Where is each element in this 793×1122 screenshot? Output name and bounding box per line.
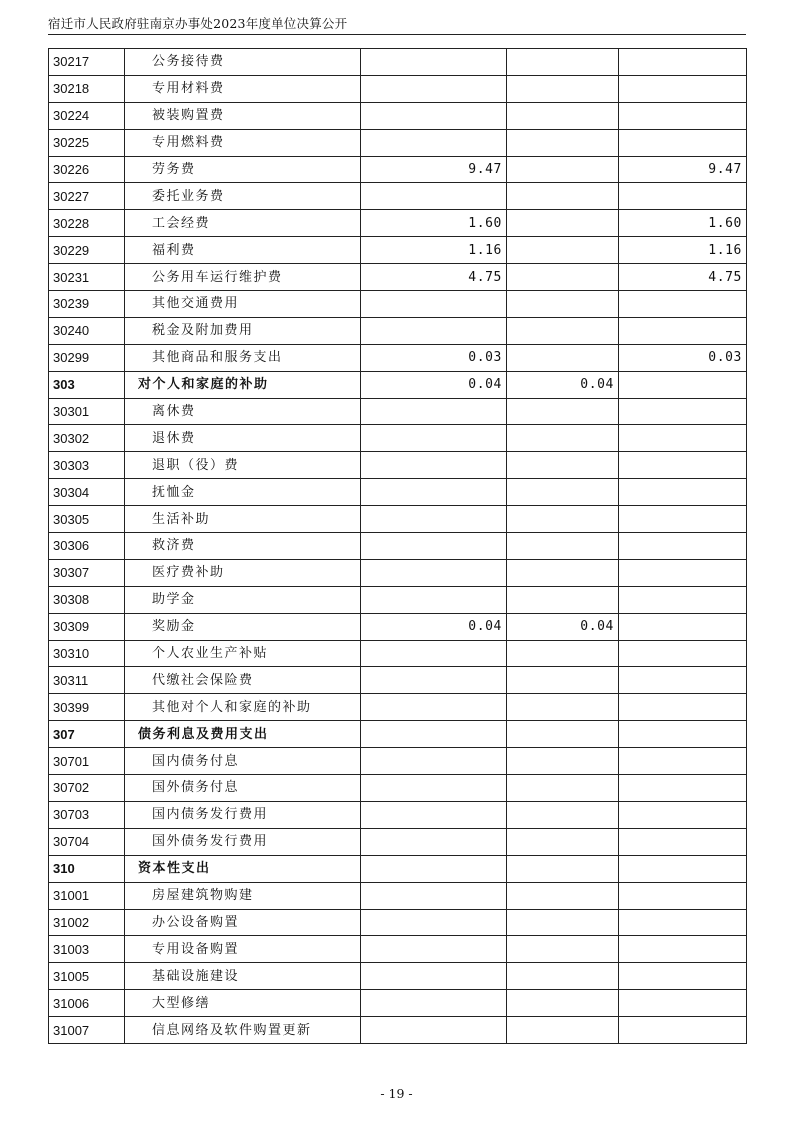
basic-expenditure-cell: [507, 479, 619, 506]
account-code-cell: 307: [49, 721, 125, 748]
project-expenditure-cell: [619, 533, 747, 560]
account-code-cell: 30701: [49, 748, 125, 775]
account-name-cell: 劳务费: [125, 156, 361, 183]
total-amount-cell: [361, 640, 507, 667]
project-expenditure-cell: [619, 183, 747, 210]
table-row: [49, 909, 747, 936]
project-expenditure-cell: [619, 129, 747, 156]
account-code-cell: 30702: [49, 775, 125, 802]
account-name-cell: 资本性支出: [125, 855, 361, 882]
account-code-cell: 30227: [49, 183, 125, 210]
basic-expenditure-cell: [507, 156, 619, 183]
total-amount-cell: [361, 828, 507, 855]
account-code-cell: 30308: [49, 586, 125, 613]
account-code-cell: 30231: [49, 264, 125, 291]
basic-expenditure-cell: [507, 801, 619, 828]
table-group-row: [49, 371, 747, 398]
total-amount-cell: 9.47: [361, 156, 507, 183]
account-code-cell: 30226: [49, 156, 125, 183]
total-amount-cell: [361, 291, 507, 318]
basic-expenditure-cell: [507, 909, 619, 936]
account-name-cell: 助学金: [125, 586, 361, 613]
account-code-cell: 31002: [49, 909, 125, 936]
account-code-cell: 30224: [49, 102, 125, 129]
account-code-cell: 31003: [49, 936, 125, 963]
table-row: [49, 775, 747, 802]
total-amount-cell: 0.04: [361, 371, 507, 398]
basic-expenditure-cell: [507, 237, 619, 264]
basic-expenditure-cell: [507, 667, 619, 694]
table-row: [49, 801, 747, 828]
total-amount-cell: [361, 183, 507, 210]
basic-expenditure-cell: [507, 990, 619, 1017]
total-amount-cell: 1.60: [361, 210, 507, 237]
total-amount-cell: [361, 559, 507, 586]
account-name-cell: 专用燃料费: [125, 129, 361, 156]
table-row: [49, 237, 747, 264]
basic-expenditure-cell: [507, 49, 619, 76]
basic-expenditure-cell: [507, 264, 619, 291]
basic-expenditure-cell: 0.04: [507, 613, 619, 640]
account-name-cell: 工会经费: [125, 210, 361, 237]
account-code-cell: 30704: [49, 828, 125, 855]
total-amount-cell: [361, 506, 507, 533]
table-row: [49, 882, 747, 909]
project-expenditure-cell: [619, 291, 747, 318]
table-row: [49, 210, 747, 237]
total-amount-cell: 1.16: [361, 237, 507, 264]
basic-expenditure-cell: [507, 936, 619, 963]
table-row: [49, 49, 747, 76]
basic-expenditure-cell: [507, 694, 619, 721]
account-name-cell: 债务利息及费用支出: [125, 721, 361, 748]
total-amount-cell: [361, 533, 507, 560]
account-code-cell: 31001: [49, 882, 125, 909]
table-row: [49, 479, 747, 506]
table-row: [49, 452, 747, 479]
project-expenditure-cell: [619, 586, 747, 613]
account-code-cell: 30703: [49, 801, 125, 828]
total-amount-cell: [361, 75, 507, 102]
basic-expenditure-cell: [507, 559, 619, 586]
table-row: [49, 344, 747, 371]
total-amount-cell: 4.75: [361, 264, 507, 291]
basic-expenditure-cell: [507, 586, 619, 613]
expenditure-table: [48, 48, 747, 1044]
account-code-cell: 30225: [49, 129, 125, 156]
account-name-cell: 其他对个人和家庭的补助: [125, 694, 361, 721]
account-code-cell: 31007: [49, 1017, 125, 1044]
account-code-cell: 30302: [49, 425, 125, 452]
table-row: [49, 506, 747, 533]
total-amount-cell: [361, 882, 507, 909]
project-expenditure-cell: 1.16: [619, 237, 747, 264]
account-code-cell: 31005: [49, 963, 125, 990]
account-code-cell: 30304: [49, 479, 125, 506]
account-name-cell: 公务用车运行维护费: [125, 264, 361, 291]
project-expenditure-cell: [619, 75, 747, 102]
account-name-cell: 国内债务发行费用: [125, 801, 361, 828]
total-amount-cell: [361, 963, 507, 990]
total-amount-cell: [361, 775, 507, 802]
basic-expenditure-cell: [507, 882, 619, 909]
account-code-cell: 30239: [49, 291, 125, 318]
account-name-cell: 福利费: [125, 237, 361, 264]
basic-expenditure-cell: 0.04: [507, 371, 619, 398]
table-row: [49, 533, 747, 560]
project-expenditure-cell: [619, 882, 747, 909]
project-expenditure-cell: [619, 855, 747, 882]
table-row: [49, 264, 747, 291]
account-code-cell: 30301: [49, 398, 125, 425]
total-amount-cell: 0.03: [361, 344, 507, 371]
account-code-cell: 30303: [49, 452, 125, 479]
project-expenditure-cell: [619, 828, 747, 855]
total-amount-cell: [361, 102, 507, 129]
project-expenditure-cell: [619, 990, 747, 1017]
table-row: [49, 640, 747, 667]
project-expenditure-cell: [619, 613, 747, 640]
project-expenditure-cell: [619, 1017, 747, 1044]
account-code-cell: 303: [49, 371, 125, 398]
table-row: [49, 990, 747, 1017]
account-name-cell: 大型修缮: [125, 990, 361, 1017]
account-code-cell: 30307: [49, 559, 125, 586]
table-row: [49, 613, 747, 640]
total-amount-cell: [361, 909, 507, 936]
account-code-cell: 30217: [49, 49, 125, 76]
table-row: [49, 559, 747, 586]
account-name-cell: 国外债务发行费用: [125, 828, 361, 855]
table-row: [49, 291, 747, 318]
table-row: [49, 317, 747, 344]
total-amount-cell: [361, 748, 507, 775]
project-expenditure-cell: [619, 398, 747, 425]
basic-expenditure-cell: [507, 963, 619, 990]
basic-expenditure-cell: [507, 75, 619, 102]
account-name-cell: 对个人和家庭的补助: [125, 371, 361, 398]
project-expenditure-cell: [619, 801, 747, 828]
total-amount-cell: [361, 398, 507, 425]
account-code-cell: 31006: [49, 990, 125, 1017]
account-code-cell: 30218: [49, 75, 125, 102]
project-expenditure-cell: [619, 317, 747, 344]
account-name-cell: 公务接待费: [125, 49, 361, 76]
account-name-cell: 委托业务费: [125, 183, 361, 210]
project-expenditure-cell: [619, 506, 747, 533]
basic-expenditure-cell: [507, 398, 619, 425]
project-expenditure-cell: [619, 640, 747, 667]
basic-expenditure-cell: [507, 183, 619, 210]
table-row: [49, 398, 747, 425]
account-name-cell: 专用设备购置: [125, 936, 361, 963]
total-amount-cell: [361, 452, 507, 479]
account-name-cell: 其他商品和服务支出: [125, 344, 361, 371]
total-amount-cell: [361, 49, 507, 76]
basic-expenditure-cell: [507, 775, 619, 802]
account-code-cell: 30310: [49, 640, 125, 667]
header-divider: [48, 34, 746, 35]
account-name-cell: 国外债务付息: [125, 775, 361, 802]
total-amount-cell: 0.04: [361, 613, 507, 640]
account-name-cell: 退职（役）费: [125, 452, 361, 479]
total-amount-cell: [361, 586, 507, 613]
basic-expenditure-cell: [507, 748, 619, 775]
account-code-cell: 30309: [49, 613, 125, 640]
project-expenditure-cell: 0.03: [619, 344, 747, 371]
project-expenditure-cell: 4.75: [619, 264, 747, 291]
total-amount-cell: [361, 479, 507, 506]
table-row: [49, 828, 747, 855]
account-code-cell: 30306: [49, 533, 125, 560]
project-expenditure-cell: [619, 963, 747, 990]
account-name-cell: 专用材料费: [125, 75, 361, 102]
table-row: [49, 156, 747, 183]
table-row: [49, 425, 747, 452]
account-name-cell: 被装购置费: [125, 102, 361, 129]
project-expenditure-cell: [619, 559, 747, 586]
basic-expenditure-cell: [507, 721, 619, 748]
project-expenditure-cell: [619, 102, 747, 129]
account-code-cell: 30299: [49, 344, 125, 371]
document-header-title: 宿迁市人民政府驻南京办事处2023年度单位决算公开: [48, 16, 348, 31]
project-expenditure-cell: 1.60: [619, 210, 747, 237]
account-name-cell: 税金及附加费用: [125, 317, 361, 344]
table-row: [49, 129, 747, 156]
project-expenditure-cell: [619, 721, 747, 748]
table-row: [49, 748, 747, 775]
basic-expenditure-cell: [507, 129, 619, 156]
project-expenditure-cell: [619, 49, 747, 76]
total-amount-cell: [361, 694, 507, 721]
total-amount-cell: [361, 721, 507, 748]
account-name-cell: 退休费: [125, 425, 361, 452]
table-row: [49, 75, 747, 102]
account-code-cell: 30305: [49, 506, 125, 533]
basic-expenditure-cell: [507, 828, 619, 855]
basic-expenditure-cell: [507, 344, 619, 371]
account-name-cell: 房屋建筑物购建: [125, 882, 361, 909]
table-group-row: [49, 855, 747, 882]
table-group-row: [49, 721, 747, 748]
account-name-cell: 代缴社会保险费: [125, 667, 361, 694]
basic-expenditure-cell: [507, 102, 619, 129]
total-amount-cell: [361, 801, 507, 828]
account-code-cell: 310: [49, 855, 125, 882]
project-expenditure-cell: [619, 909, 747, 936]
account-name-cell: 救济费: [125, 533, 361, 560]
table-row: [49, 963, 747, 990]
total-amount-cell: [361, 425, 507, 452]
total-amount-cell: [361, 936, 507, 963]
project-expenditure-cell: [619, 667, 747, 694]
account-name-cell: 个人农业生产补贴: [125, 640, 361, 667]
total-amount-cell: [361, 1017, 507, 1044]
account-name-cell: 国内债务付息: [125, 748, 361, 775]
account-name-cell: 信息网络及软件购置更新: [125, 1017, 361, 1044]
account-code-cell: 30229: [49, 237, 125, 264]
project-expenditure-cell: [619, 452, 747, 479]
basic-expenditure-cell: [507, 533, 619, 560]
table-row: [49, 102, 747, 129]
account-name-cell: 基础设施建设: [125, 963, 361, 990]
account-name-cell: 离休费: [125, 398, 361, 425]
project-expenditure-cell: 9.47: [619, 156, 747, 183]
project-expenditure-cell: [619, 425, 747, 452]
basic-expenditure-cell: [507, 291, 619, 318]
basic-expenditure-cell: [507, 317, 619, 344]
table-row: [49, 183, 747, 210]
account-code-cell: 30240: [49, 317, 125, 344]
table-row: [49, 936, 747, 963]
project-expenditure-cell: [619, 775, 747, 802]
total-amount-cell: [361, 129, 507, 156]
basic-expenditure-cell: [507, 425, 619, 452]
account-name-cell: 医疗费补助: [125, 559, 361, 586]
project-expenditure-cell: [619, 748, 747, 775]
project-expenditure-cell: [619, 479, 747, 506]
total-amount-cell: [361, 317, 507, 344]
account-name-cell: 其他交通费用: [125, 291, 361, 318]
basic-expenditure-cell: [507, 210, 619, 237]
total-amount-cell: [361, 855, 507, 882]
account-code-cell: 30311: [49, 667, 125, 694]
expenditure-table-body: [49, 49, 747, 1044]
total-amount-cell: [361, 990, 507, 1017]
account-name-cell: 抚恤金: [125, 479, 361, 506]
total-amount-cell: [361, 667, 507, 694]
basic-expenditure-cell: [507, 452, 619, 479]
basic-expenditure-cell: [507, 640, 619, 667]
account-code-cell: 30399: [49, 694, 125, 721]
account-name-cell: 奖励金: [125, 613, 361, 640]
account-name-cell: 生活补助: [125, 506, 361, 533]
table-row: [49, 667, 747, 694]
table-row: [49, 1017, 747, 1044]
account-name-cell: 办公设备购置: [125, 909, 361, 936]
basic-expenditure-cell: [507, 506, 619, 533]
basic-expenditure-cell: [507, 855, 619, 882]
account-code-cell: 30228: [49, 210, 125, 237]
basic-expenditure-cell: [507, 1017, 619, 1044]
table-row: [49, 694, 747, 721]
table-row: [49, 586, 747, 613]
project-expenditure-cell: [619, 694, 747, 721]
project-expenditure-cell: [619, 371, 747, 398]
page-number: - 19 -: [380, 1086, 413, 1101]
project-expenditure-cell: [619, 936, 747, 963]
